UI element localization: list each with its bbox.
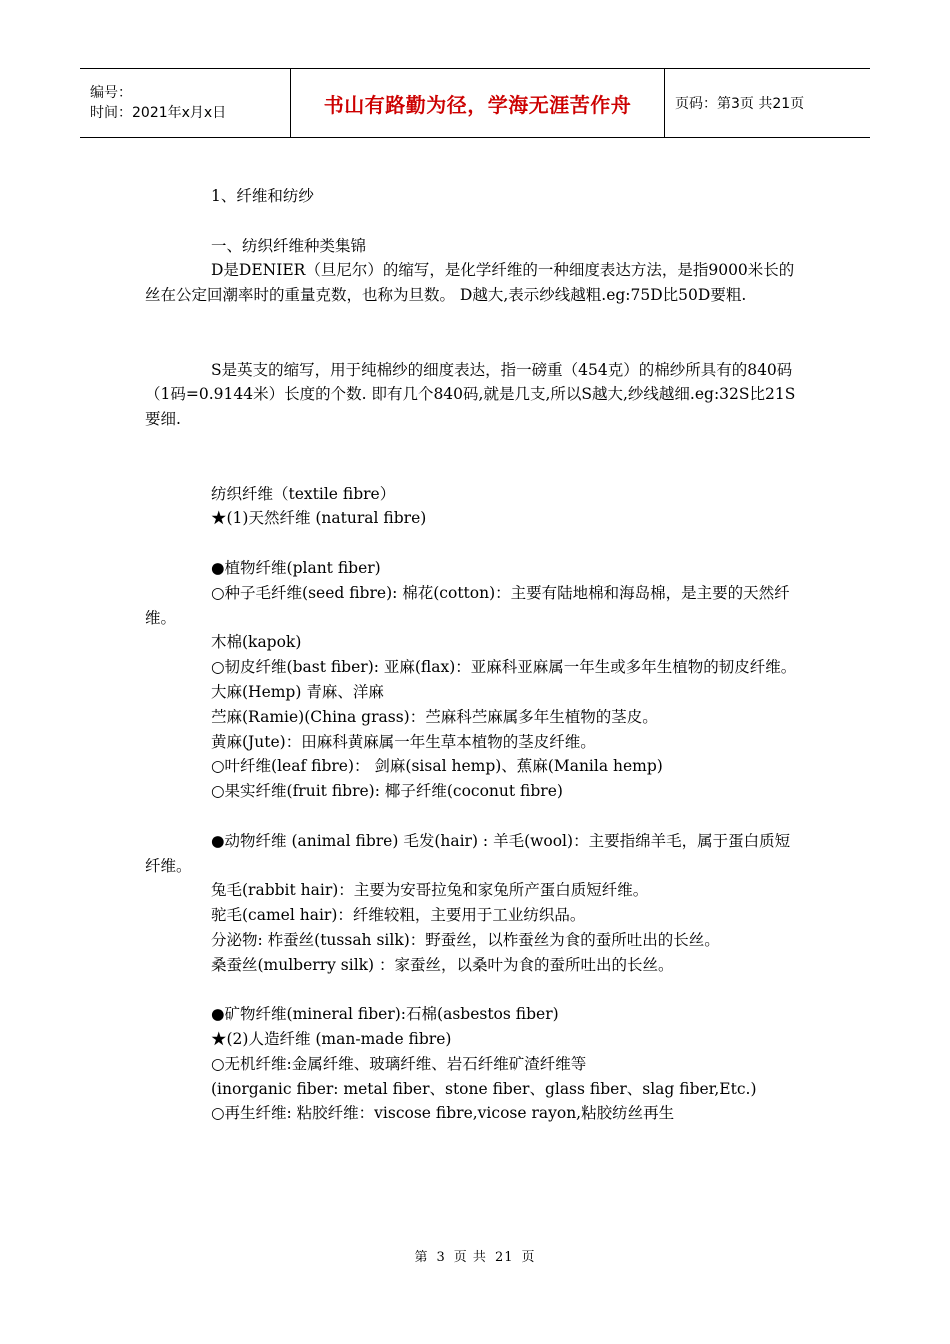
kapok-item: 木棉(kapok) bbox=[211, 633, 302, 652]
rabbit-hair-item: 兔毛(rabbit hair)：主要为安哥拉兔和家兔所产蛋白质短纤维。 bbox=[211, 881, 649, 900]
mineral-fiber-heading: ●矿物纤维(mineral fiber):石棉(asbestos fiber) bbox=[211, 1005, 559, 1024]
document-number-label: 编号： bbox=[90, 85, 132, 101]
inorganic-fiber-english: (inorganic fiber: metal fiber、stone fiber、glass fiber、slag fiber,Etc.) bbox=[211, 1079, 757, 1098]
footer-page-suffix: 页 bbox=[521, 1250, 536, 1265]
camel-hair-item: 驼毛(camel hair)：纤维较粗，主要用于工业纺织品。 bbox=[211, 906, 586, 925]
header-page-info: 页码：第3页 共21页 bbox=[675, 96, 805, 112]
header-motto: 书山有路勤为径，学海无涯苦作舟 bbox=[323, 92, 632, 117]
ramie-item: 苎麻(Ramie)(China grass)：苎麻科苎麻属多年生植物的茎皮。 bbox=[211, 707, 658, 726]
header-page-cell bbox=[665, 69, 870, 137]
page-header bbox=[80, 68, 870, 138]
seed-fibre-item: ○种子毛纤维(seed fibre): 棉花(cotton)：主要有陆地棉和海岛棉，是主要的天然纤维。 bbox=[145, 583, 790, 627]
bast-fiber-item: ○韧皮纤维(bast fiber): 亚麻(flax)：亚麻科亚麻属一年生或多年生植物的韧皮纤维。 bbox=[211, 658, 797, 677]
jute-item: 黄麻(Jute)：田麻科黄麻属一年生草本植物的茎皮纤维。 bbox=[211, 732, 596, 751]
footer-page-total: 21 bbox=[494, 1250, 514, 1265]
header-motto-cell bbox=[291, 69, 665, 137]
s-count-paragraph: S是英支的缩写，用于纯棉纱的细度表达，指一磅重（454克）的棉纱所具有的840码（1码=0.9144米）长度的个数. 即有几个840码,就是几支,所以S越大,纱线越细.eg:32S比21S要细. bbox=[145, 360, 796, 429]
document-body bbox=[145, 184, 805, 1126]
fruit-fibre-item: ○果实纤维(fruit fibre): 椰子纤维(coconut fibre) bbox=[211, 782, 563, 801]
hemp-item: 大麻(Hemp) 青麻、洋麻 bbox=[211, 682, 384, 701]
page-footer bbox=[0, 1246, 950, 1265]
footer-page-number: 3 bbox=[436, 1250, 446, 1265]
tussah-silk-item: 分泌物: 柞蚕丝(tussah silk)：野蚕丝，以柞蚕丝为食的蚕所吐出的长丝。 bbox=[211, 930, 720, 949]
subsection-title: 一、纺织纤维种类集锦 bbox=[211, 236, 367, 255]
man-made-fibre-heading: ★(2)人造纤维 (man-made fibre) bbox=[211, 1030, 452, 1049]
leaf-fibre-item: ○叶纤维(leaf fibre)： 剑麻(sisal hemp)、蕉麻(Manila hemp) bbox=[211, 757, 663, 776]
header-meta-cell bbox=[80, 69, 291, 137]
plant-fiber-heading: ●植物纤维(plant fiber) bbox=[211, 558, 381, 577]
inorganic-fiber-item: ○无机纤维:金属纤维、玻璃纤维、岩石纤维矿渣纤维等 bbox=[211, 1054, 587, 1073]
animal-fibre-item: ●动物纤维 (animal fibre) 毛发(hair) : 羊毛(wool)：主要指绵羊毛，属于蛋白质短纤维。 bbox=[145, 831, 791, 875]
denier-paragraph: D是DENIER（旦尼尔）的缩写，是化学纤维的一种细度表达方法，是指9000米长的丝在公定回潮率时的重量克数，也称为旦数。 D越大,表示纱线越粗.eg:75D比50D要粗. bbox=[145, 261, 795, 305]
footer-page-middle: 页 共 bbox=[453, 1250, 487, 1265]
regenerated-fiber-item: ○再生纤维: 粘胶纤维：viscose fibre,vicose rayon,粘胶纺丝再生 bbox=[211, 1104, 675, 1123]
natural-fibre-heading: ★(1)天然纤维 (natural fibre) bbox=[211, 509, 427, 528]
footer-page-prefix: 第 bbox=[414, 1250, 429, 1265]
section-title: 1、纤维和纺纱 bbox=[211, 187, 314, 205]
document-date: 时间：2021年x月x日 bbox=[90, 105, 227, 121]
mulberry-silk-item: 桑蚕丝(mulberry silk) ：家蚕丝，以桑叶为食的蚕所吐出的长丝。 bbox=[211, 955, 674, 974]
textile-fibre-heading: 纺织纤维（textile fibre） bbox=[211, 484, 396, 503]
